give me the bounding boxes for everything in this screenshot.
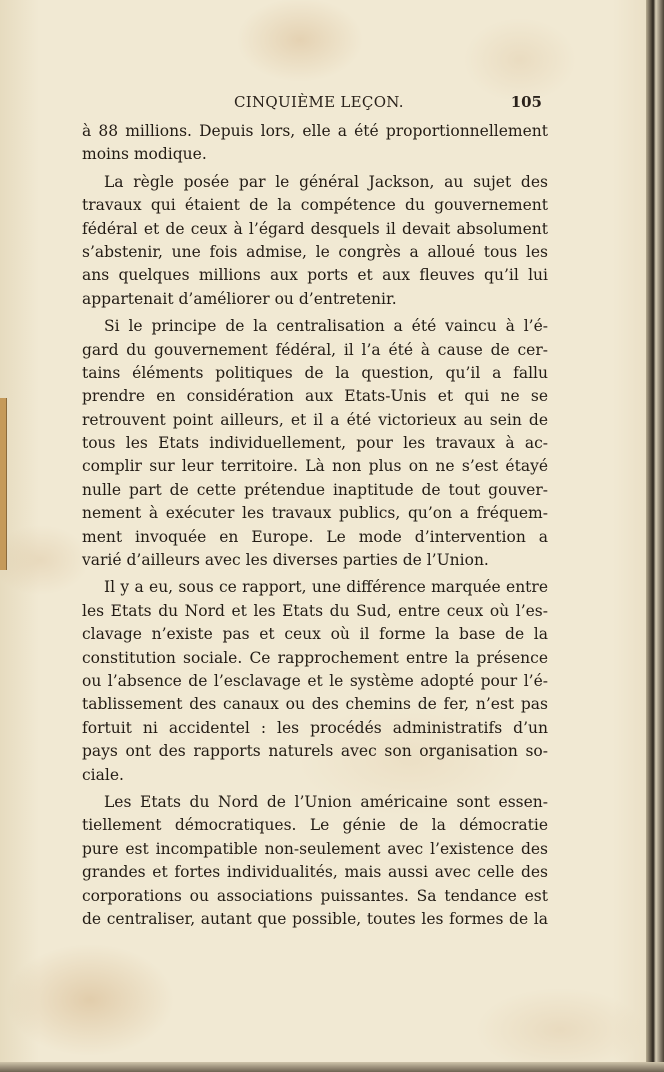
- page-edge-tab: [0, 398, 7, 570]
- page-bottom-edge: [0, 1062, 664, 1072]
- text-line: ans quelques millions aux ports et aux fleuves qu’il lui: [82, 266, 548, 285]
- text-line: pure est incompatible non-seulement avec l’existence des: [82, 839, 548, 858]
- running-title: CINQUIÈME LEÇON.: [234, 93, 404, 111]
- text-line: de centraliser, autant que possible, toutes les formes de la: [82, 909, 548, 928]
- text-line: retrouvent point ailleurs, et il a été victorieux au sein de: [82, 410, 548, 429]
- text-line: prendre en considération aux Etats-Unis et qui ne se: [82, 387, 548, 406]
- text-line: ciale.: [82, 765, 124, 784]
- body-text: [82, 120, 548, 931]
- text-line: appartenait d’améliorer ou d’entretenir.: [82, 289, 397, 308]
- text-line: nement à exécuter les travaux publics, qu’on a fréquem-: [82, 504, 548, 523]
- text-line: Les Etats du Nord de l’Union américaine sont essen-: [104, 792, 548, 811]
- book-spine-edge: [646, 0, 664, 1072]
- text-line: varié d’ailleurs avec les diverses parties de l’Union.: [82, 551, 489, 570]
- running-head: [82, 93, 542, 115]
- text-line: tiellement démocratiques. Le génie de la démocratie: [82, 816, 548, 835]
- text-line: constitution sociale. Ce rapprochement entre la présence: [82, 648, 548, 667]
- text-line: pays ont des rapports naturels avec son organisation so-: [82, 742, 548, 761]
- text-line: tains éléments politiques de la question, qu’il a fallu: [82, 363, 548, 382]
- text-line: Si le principe de la centralisation a été vaincu à l’é-: [104, 317, 548, 336]
- text-line: gard du gouvernement fédéral, il l’a été à cause de cer-: [82, 340, 548, 359]
- text-line: ou l’absence de l’esclavage et le système adopté pour l’é-: [82, 671, 548, 690]
- text-line: nulle part de cette prétendue inaptitude de tout gouver-: [82, 480, 548, 499]
- text-line: complir sur leur territoire. Là non plus on ne s’est étayé: [82, 457, 548, 476]
- text-line: moins modique.: [82, 145, 207, 164]
- text-line: s’abstenir, une fois admise, le congrès a alloué tous les: [82, 242, 548, 261]
- text-line: les Etats du Nord et les Etats du Sud, entre ceux où l’es-: [82, 601, 548, 620]
- text-line: corporations ou associations puissantes. Sa tendance est: [82, 886, 548, 905]
- text-line: ment invoquée en Europe. Le mode d’intervention a: [82, 527, 548, 546]
- page-number: 105: [510, 93, 542, 111]
- text-line: travaux qui étaient de la compétence du gouvernement: [82, 196, 548, 215]
- text-line: tous les Etats individuellement, pour les travaux à ac-: [82, 434, 548, 453]
- text-line: La règle posée par le général Jackson, au sujet des: [104, 172, 548, 191]
- text-line: grandes et fortes individualités, mais aussi avec celle des: [82, 863, 548, 882]
- text-line: à 88 millions. Depuis lors, elle a été proportionnellement: [82, 122, 548, 140]
- text-line: Il y a eu, sous ce rapport, une différence marquée entre: [104, 578, 548, 597]
- text-line: clavage n’existe pas et ceux où il forme la base de la: [82, 625, 548, 644]
- text-line: fortuit ni accidentel : les procédés administratifs d’un: [82, 718, 548, 737]
- text-line: fédéral et de ceux à l’égard desquels il devait absolument: [82, 219, 548, 238]
- text-line: tablissement des canaux ou des chemins de fer, n’est pas: [82, 695, 548, 714]
